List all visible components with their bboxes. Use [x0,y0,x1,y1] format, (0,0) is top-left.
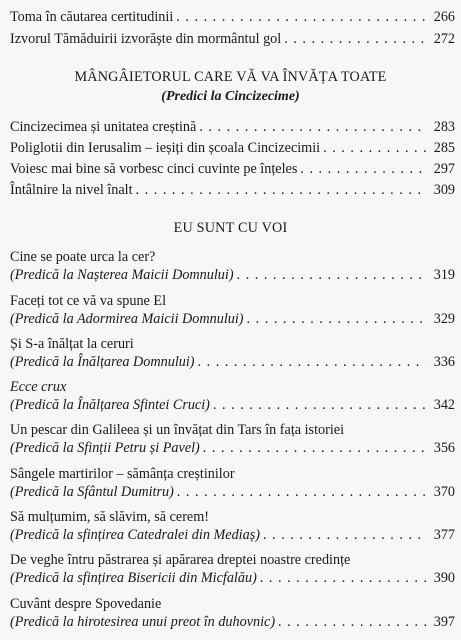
entry-title: Întâlnire la nivel înalt [10,182,133,198]
entry-title: Izvorul Tămăduirii izvorăște din mormântul gol [10,31,282,47]
entry-page: 336 [433,354,455,370]
entry-page: 370 [433,484,455,500]
entry-title: Faceți tot ce vă va spune El [10,293,167,309]
entry-subtitle: (Predică la Sfântul Dumitru) [10,484,174,500]
entry-subtitle: (Predică la Sfinții Petru și Pavel) [10,440,200,456]
toc-entry [10,182,455,199]
section-subheading: (Predici la Cincizecime) [161,89,300,104]
leader-dots [176,9,426,26]
leader-dots [237,267,426,284]
section-heading: EU SUNT CU VOI [173,220,288,236]
entry-subtitle: (Predică la Adormirea Maicii Domnului) [10,311,244,327]
section-heading: MÂNGÂIETORUL CARE VĂ VA ÎNVĂȚA TOATE [74,69,387,85]
leader-dots [203,440,426,457]
toc-entry [10,354,455,371]
leader-dots [263,527,426,544]
leader-dots [199,119,426,136]
toc-entry [10,311,455,328]
toc-entry [10,161,455,178]
toc-entry [10,397,455,414]
entry-subtitle: (Predică la sfințirea Catedralei din Mediaș) [10,527,260,543]
entry-title: De veghe întru păstrarea și apărarea dreptei noastre credințe [10,552,351,568]
entry-title: Cine se poate urca la cer? [10,249,156,265]
entry-subtitle: (Predică la Nașterea Maicii Domnului) [10,267,234,283]
entry-page: 319 [433,267,455,283]
leader-dots [247,311,426,328]
entry-page: 266 [433,9,455,25]
entry-page: 397 [433,614,455,630]
leader-dots [198,354,426,371]
toc-entry [10,527,455,544]
leader-dots [260,570,426,587]
entry-subtitle: (Predică la Înălțarea Domnului) [10,354,195,370]
leader-dots [300,161,426,178]
entry-subtitle: (Predică la hirotesirea unui preot în duhovnic) [10,614,276,630]
entry-page: 329 [433,311,455,327]
leader-dots [278,614,426,631]
entry-title: Ecce crux [10,379,67,395]
entry-page: 283 [433,119,455,135]
entry-title: Voiesc mai bine să vorbesc cinci cuvinte pe înțeles [10,161,298,177]
entry-title: Poliglotii din Ierusalim – ieșiți din școala Cincizecimii [10,140,321,156]
entry-title: Sângele martirilor – sămânța creștinilor [10,466,235,482]
entry-page: 377 [433,527,455,543]
toc-entry [10,570,455,587]
entry-title: Un pescar din Galileea și un învățat din Tars în fața istoriei [10,422,345,438]
leader-dots [136,182,426,199]
entry-page: 356 [433,440,455,456]
entry-subtitle: (Predică la sfințirea Bisericii din Micfalău) [10,570,257,586]
entry-title: Cuvânt despre Spovedanie [10,596,162,612]
entry-subtitle: (Predică la Înălțarea Sfintei Cruci) [10,397,210,413]
entry-page: 272 [433,31,455,47]
toc-entry [10,614,455,631]
leader-dots [213,397,426,414]
toc-entry [10,440,455,457]
leader-dots [177,484,426,501]
entry-title: Cincizecimea și unitatea creștină [10,119,197,135]
leader-dots [323,140,426,157]
entry-page: 309 [433,182,455,198]
leader-dots [284,31,426,48]
entry-page: 342 [433,397,455,413]
toc-entry [10,267,455,284]
toc-entry [10,484,455,501]
entry-title: Toma în căutarea certitudinii [10,9,174,25]
entry-title: Și S-a înălțat la ceruri [10,336,134,352]
toc-entry [10,140,455,157]
entry-title: Să mulțumim, să slăvim, să cerem! [10,509,209,525]
entry-page: 285 [433,140,455,156]
entry-page: 297 [433,161,455,177]
toc-entry [10,31,455,48]
entry-page: 390 [433,570,455,586]
toc-entry [10,119,455,136]
toc-entry [10,9,455,26]
